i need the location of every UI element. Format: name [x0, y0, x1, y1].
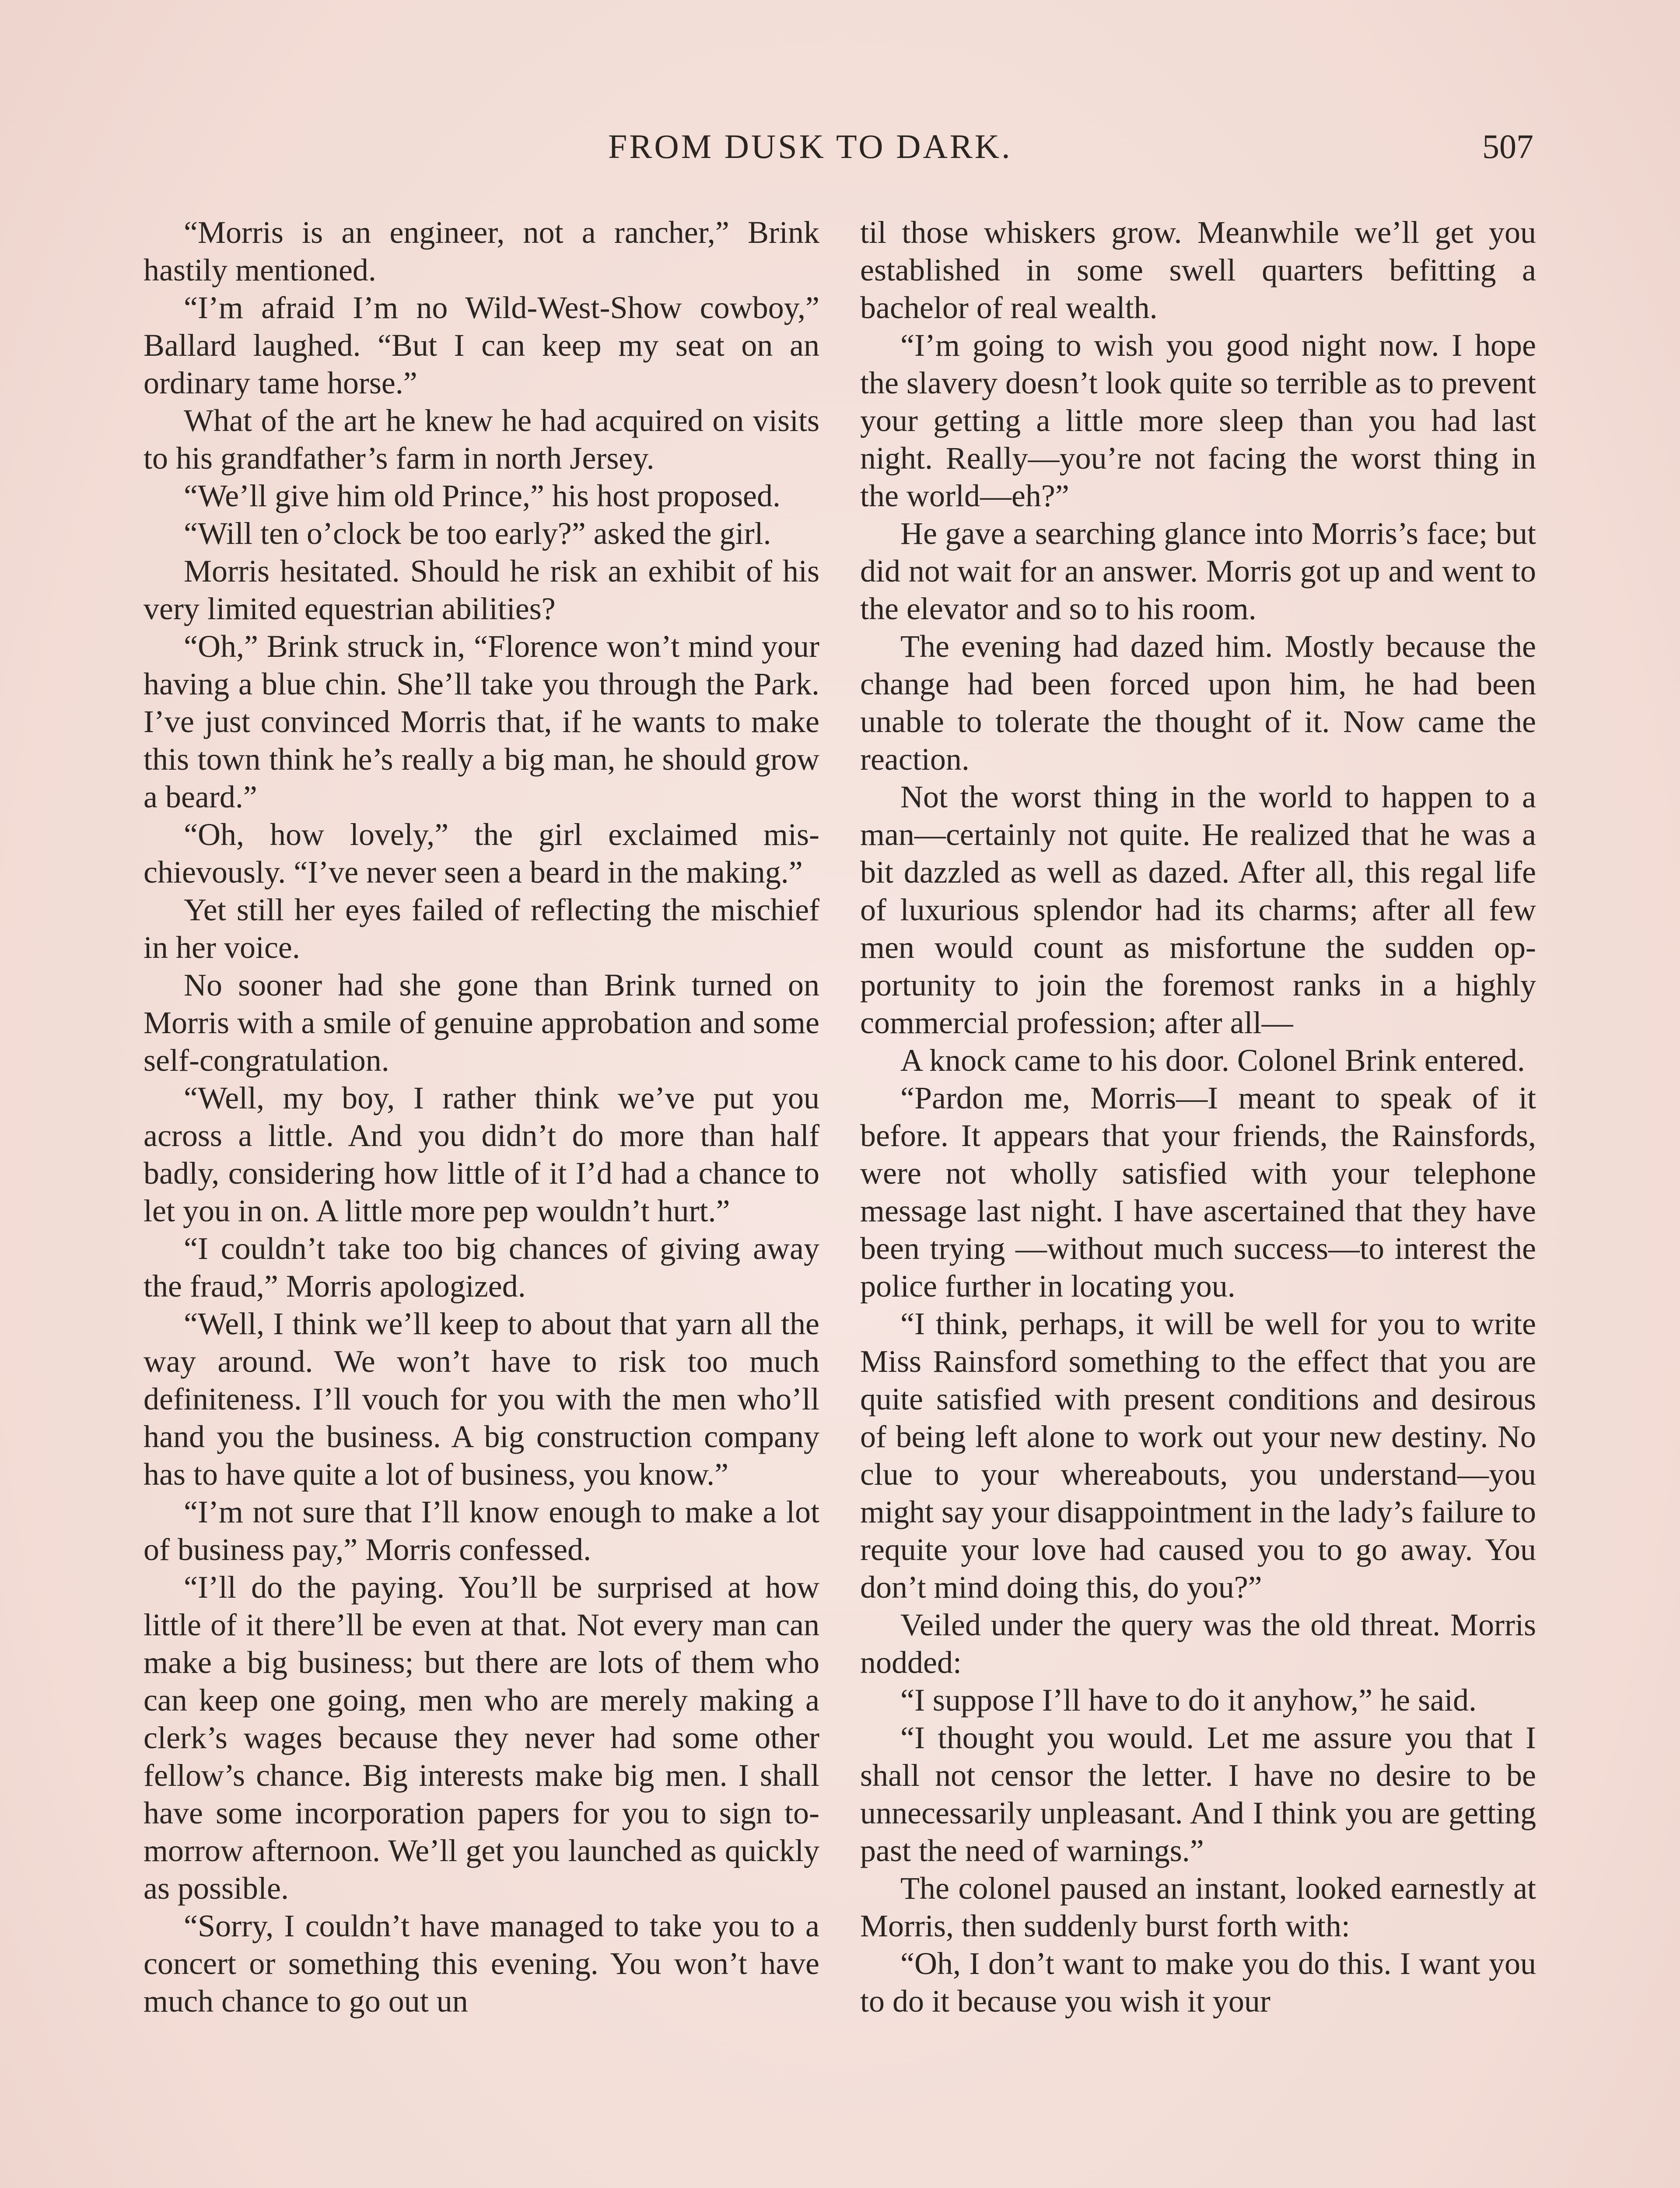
running-title: FROM DUSK TO DARK.	[608, 127, 1012, 165]
paragraph: “We’ll give him old Prince,” his host proposed.	[184, 478, 780, 513]
paragraph: What of the art he knew he had acquired on visits to his grandfather’s farm in north Jersey.	[144, 403, 819, 476]
paragraph: Morris hesitated. Should he risk an exhibit of his very limited equestrian abilities?	[144, 554, 819, 626]
paragraph: No sooner had she gone than Brink turned on Morris with a smile of genuine approbation and some self-congratulation.	[144, 968, 819, 1078]
paragraph: “Will ten o’clock be too early?” asked the girl.	[184, 516, 771, 551]
paragraph: “Oh,” Brink struck in, “Florence won’t mind your having a blue chin. She’ll take you through the Park. I’ve just convinced Morris that, if he wants to make this town think he’s really a big man, he should grow a beard.”	[144, 629, 819, 814]
paragraph-continuation: til those whiskers grow. Meanwhile we’ll get you established in some swell quarters befitting a bachelor of real wealth.	[860, 215, 1536, 325]
paragraph: “I’m afraid I’m no Wild-West-Show cowboy,” Ballard laughed. “But I can keep my seat on an ordinary tame horse.”	[144, 290, 819, 400]
paragraph: “I’ll do the paying. You’ll be surprised at how little of it there’ll be even at that. Not every man can make a big business; but there are lots of them who can keep one going, men who are merely making a clerk’s wages because they never had some other fellow’s chance. Big interests make big men. I shall have some incorporation papers for you to sign to-morrow afternoon. We’ll get you launched as quickly as possible.	[144, 1570, 819, 1906]
paragraph: “Morris is an engineer, not a rancher,” Brink hastily mentioned.	[144, 215, 819, 288]
paragraph: “Oh, how lovely,” the girl exclaimed mischievously. “I’ve never seen a beard in the making.”	[144, 817, 819, 890]
paragraph: The evening had dazed him. Mostly because the change had been forced upon him, he had been unable to tolerate the thought of it. Now came the reaction.	[860, 629, 1536, 777]
right-text-column	[860, 214, 1536, 2020]
paragraph: A knock came to his door. Colonel Brink entered.	[900, 1043, 1525, 1078]
paragraph: “I thought you would. Let me assure you that I shall not censor the letter. I have no desire to be unnecessarily unpleasant. And I think you are getting past the need of warnings.”	[860, 1720, 1536, 1868]
paragraph: “Pardon me, Morris—I meant to speak of it before. It appears that your friends, the Rainsfords, were not wholly satisfied with your telephone message last night. I have ascertained that they have been trying —without much success—to interest the police further in locating you.	[860, 1080, 1536, 1304]
page-number: 507	[1482, 127, 1533, 165]
paragraph: The colonel paused an instant, looked earnestly at Morris, then suddenly burst forth with:	[860, 1871, 1536, 1943]
paragraph: “I suppose I’ll have to do it anyhow,” he said.	[900, 1683, 1477, 1718]
paragraph: “Oh, I don’t want to make you do this. I want you to do it because you wish it your	[860, 1946, 1536, 2019]
paragraph: “Well, my boy, I rather think we’ve put you across a little. And you didn’t do more than half badly, considering how little of it I’d had a chance to let you in on. A little more pep wouldn’t hurt.”	[144, 1080, 819, 1228]
paragraph: “I’m going to wish you good night now. I hope the slavery doesn’t look quite so terrible as to prevent your getting a little more sleep than you had last night. Really—you’re not facing the worst thing in the world—eh?”	[860, 328, 1536, 513]
paragraph: Yet still her eyes failed of reflecting the mischief in her voice.	[144, 892, 819, 965]
paragraph: He gave a searching glance into Morris’s face; but did not wait for an answer. Morris got up and went to the elevator and so to his room.	[860, 516, 1536, 626]
left-text-column	[144, 214, 819, 2020]
paragraph: Veiled under the query was the old threat. Morris nodded:	[860, 1607, 1536, 1680]
paragraph: “I think, perhaps, it will be well for you to write Miss Rainsford something to the effect that you are quite satisfied with present conditions and desirous of being left alone to work out your new destiny. No clue to your whereabouts, you understand—you might say your disappointment in the lady’s failure to requite your love had caused you to go away. You don’t mind doing this, do you?”	[860, 1306, 1536, 1605]
paragraph: “I couldn’t take too big chances of giving away the fraud,” Morris apologized.	[144, 1231, 819, 1304]
paragraph: “I’m not sure that I’ll know enough to make a lot of business pay,” Morris confessed.	[144, 1494, 819, 1567]
paragraph: “Well, I think we’ll keep to about that yarn all the way around. We won’t have to risk too much definiteness. I’ll vouch for you with the men who’ll hand you the business. A big construction company has to have quite a lot of business, you know.”	[144, 1306, 819, 1492]
paragraph: Not the worst thing in the world to happen to a man—certainly not quite. He realized that he was a bit dazzled as well as dazed. After all, this regal life of luxurious splendor had its charms; after all few men would count as misfortune the sudden opportunity to join the foremost ranks in a highly commercial profession; after all—	[860, 779, 1536, 1040]
paragraph: “Sorry, I couldn’t have managed to take you to a concert or something this evening. You won’t have much chance to go out un	[144, 1908, 819, 2019]
